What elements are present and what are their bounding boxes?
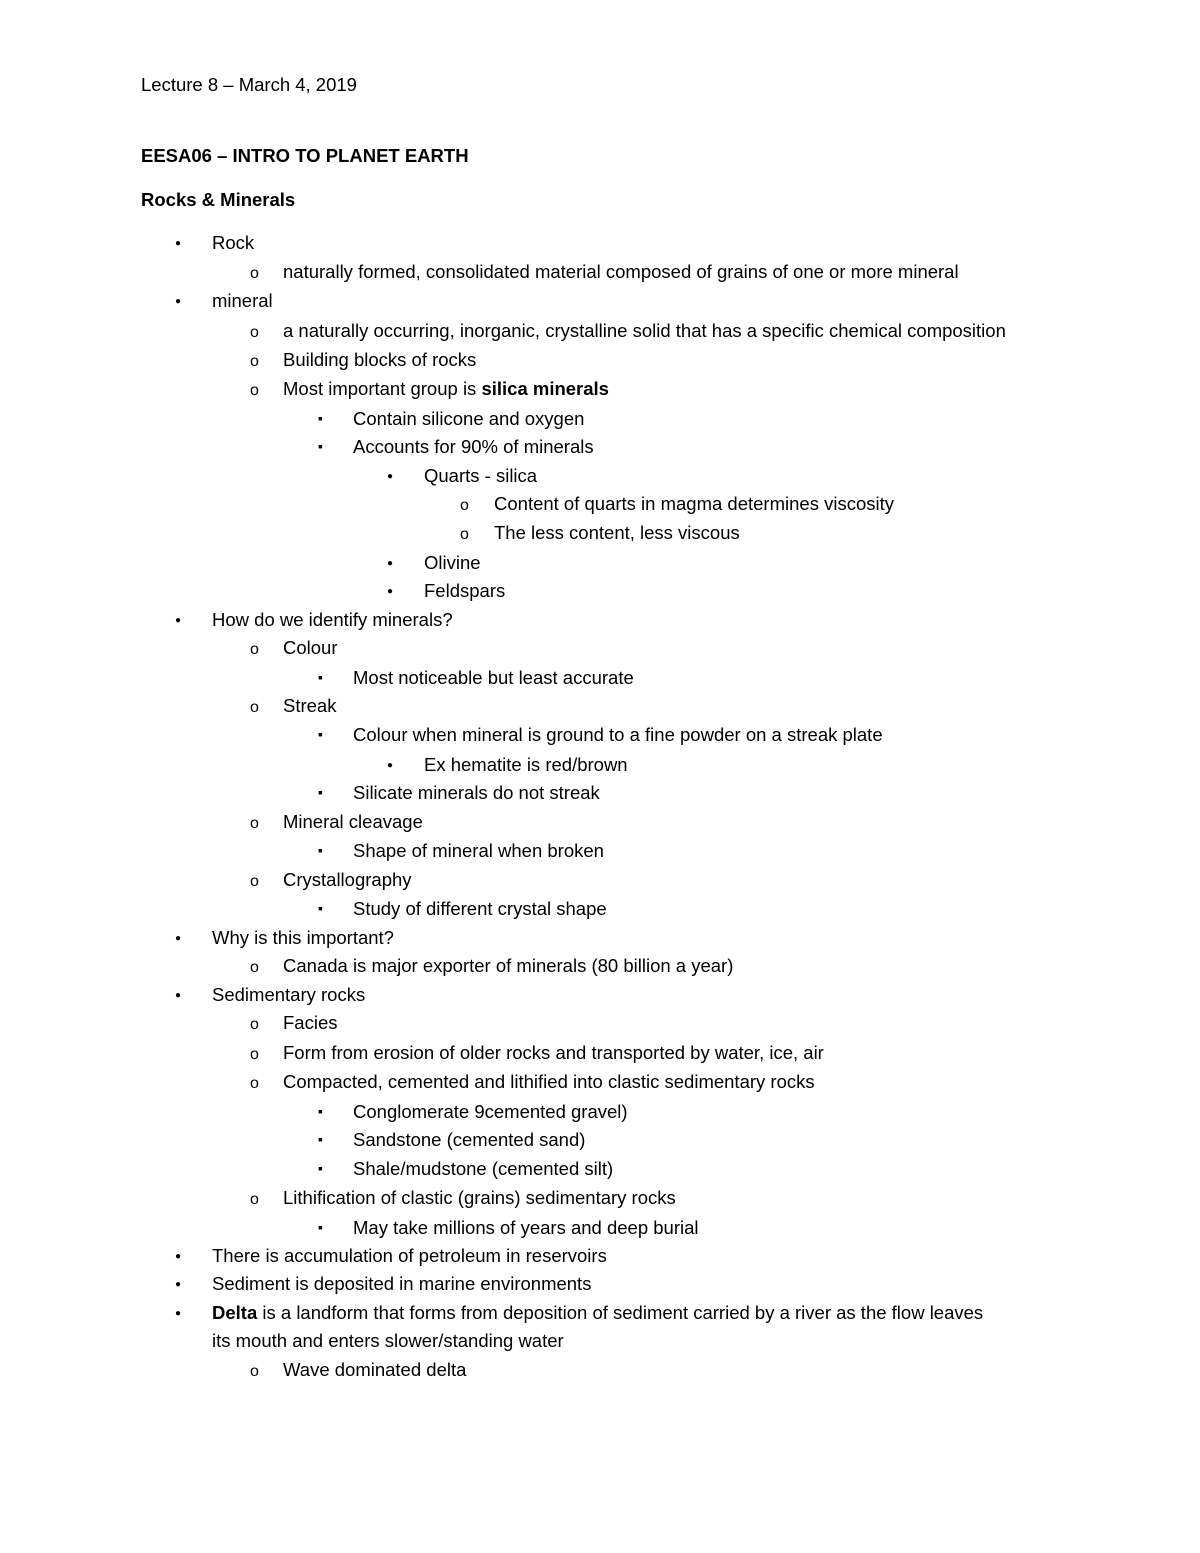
lecture-date: Lecture 8 – March 4, 2019 bbox=[141, 74, 357, 95]
list-item: Shape of mineral when broken bbox=[353, 840, 604, 861]
list-item: Canada is major exporter of minerals (80 billion a year) bbox=[283, 955, 734, 976]
bullet-marker bbox=[318, 782, 323, 805]
bullet-marker bbox=[175, 1302, 181, 1328]
list-item: May take millions of years and deep burial bbox=[353, 1217, 699, 1238]
list-item: its mouth and enters slower/standing water bbox=[212, 1330, 564, 1351]
bold-term: silica minerals bbox=[481, 378, 609, 399]
bullet-marker bbox=[318, 667, 323, 690]
list-item: Conglomerate 9cemented gravel) bbox=[353, 1101, 628, 1122]
bold-term: Delta bbox=[212, 1302, 258, 1323]
bullet-marker bbox=[250, 320, 259, 344]
list-item: Study of different crystal shape bbox=[353, 898, 607, 919]
list-item: Most important group is silica minerals bbox=[283, 378, 609, 399]
bullet-marker bbox=[250, 1012, 259, 1036]
list-item: Quarts - silica bbox=[424, 465, 538, 486]
list-item: Colour when mineral is ground to a fine powder on a streak plate bbox=[353, 724, 883, 745]
bullet-marker bbox=[250, 1187, 259, 1211]
bullet-marker bbox=[250, 1042, 259, 1066]
list-item: Facies bbox=[283, 1012, 338, 1033]
list-item: Lithification of clastic (grains) sedimentary rocks bbox=[283, 1187, 676, 1208]
course-title: EESA06 – INTRO TO PLANET EARTH bbox=[141, 145, 469, 166]
bullet-marker bbox=[175, 290, 181, 316]
bullet-marker bbox=[175, 232, 181, 258]
list-item: Most noticeable but least accurate bbox=[353, 667, 634, 688]
bullet-marker bbox=[250, 378, 259, 402]
list-item: Why is this important? bbox=[212, 927, 394, 948]
list-item: Form from erosion of older rocks and transported by water, ice, air bbox=[283, 1042, 824, 1063]
bullet-marker bbox=[318, 1158, 323, 1181]
list-item: Silicate minerals do not streak bbox=[353, 782, 600, 803]
bullet-marker bbox=[175, 1273, 181, 1299]
bullet-marker bbox=[175, 609, 181, 635]
list-item: Building blocks of rocks bbox=[283, 349, 477, 370]
list-item: Sediment is deposited in marine environments bbox=[212, 1273, 592, 1294]
list-item: Sandstone (cemented sand) bbox=[353, 1129, 586, 1150]
list-item: Ex hematite is red/brown bbox=[424, 754, 628, 775]
list-item: Mineral cleavage bbox=[283, 811, 423, 832]
bullet-marker bbox=[250, 955, 259, 979]
list-item: mineral bbox=[212, 290, 273, 311]
bullet-marker bbox=[460, 522, 469, 546]
bullet-marker bbox=[175, 927, 181, 953]
bullet-marker bbox=[175, 1245, 181, 1271]
bullet-marker bbox=[318, 1217, 323, 1240]
list-item: naturally formed, consolidated material composed of grains of one or more mineral bbox=[283, 261, 959, 282]
bullet-marker bbox=[250, 869, 259, 893]
list-item: Delta is a landform that forms from deposition of sediment carried by a river as the flow leaves bbox=[212, 1302, 984, 1323]
list-item: Accounts for 90% of minerals bbox=[353, 436, 594, 457]
list-item: Shale/mudstone (cemented silt) bbox=[353, 1158, 614, 1179]
bullet-marker bbox=[318, 898, 323, 921]
list-item: Crystallography bbox=[283, 869, 412, 890]
bullet-marker bbox=[250, 1359, 259, 1383]
list-item: Compacted, cemented and lithified into clastic sedimentary rocks bbox=[283, 1071, 815, 1092]
list-item: Content of quarts in magma determines viscosity bbox=[494, 493, 894, 514]
list-item: Streak bbox=[283, 695, 337, 716]
list-item: Colour bbox=[283, 637, 338, 658]
bullet-marker bbox=[460, 493, 469, 517]
list-item: Sedimentary rocks bbox=[212, 984, 366, 1005]
bullet-marker bbox=[250, 1071, 259, 1095]
list-item: There is accumulation of petroleum in reservoirs bbox=[212, 1245, 607, 1266]
bullet-marker bbox=[387, 465, 393, 491]
bullet-marker bbox=[387, 552, 393, 578]
bullet-marker bbox=[175, 984, 181, 1010]
bullet-marker bbox=[318, 408, 323, 431]
bullet-marker bbox=[250, 349, 259, 373]
bullet-marker bbox=[318, 1101, 323, 1124]
list-item: Feldspars bbox=[424, 580, 506, 601]
list-item: How do we identify minerals? bbox=[212, 609, 453, 630]
list-item: The less content, less viscous bbox=[494, 522, 740, 543]
list-item: a naturally occurring, inorganic, crystalline solid that has a specific chemical composition bbox=[283, 320, 1006, 341]
bullet-marker bbox=[387, 754, 393, 780]
list-item: Olivine bbox=[424, 552, 481, 573]
list-item: Contain silicone and oxygen bbox=[353, 408, 585, 429]
bullet-marker bbox=[250, 261, 259, 285]
bullet-marker bbox=[250, 811, 259, 835]
bullet-marker bbox=[250, 695, 259, 719]
bullet-marker bbox=[250, 637, 259, 661]
list-item: Wave dominated delta bbox=[283, 1359, 467, 1380]
list-item: Rock bbox=[212, 232, 255, 253]
topic-heading: Rocks & Minerals bbox=[141, 189, 296, 210]
bullet-marker bbox=[318, 724, 323, 747]
bullet-marker bbox=[387, 580, 393, 606]
bullet-marker bbox=[318, 840, 323, 863]
bullet-marker bbox=[318, 436, 323, 459]
bullet-marker bbox=[318, 1129, 323, 1152]
